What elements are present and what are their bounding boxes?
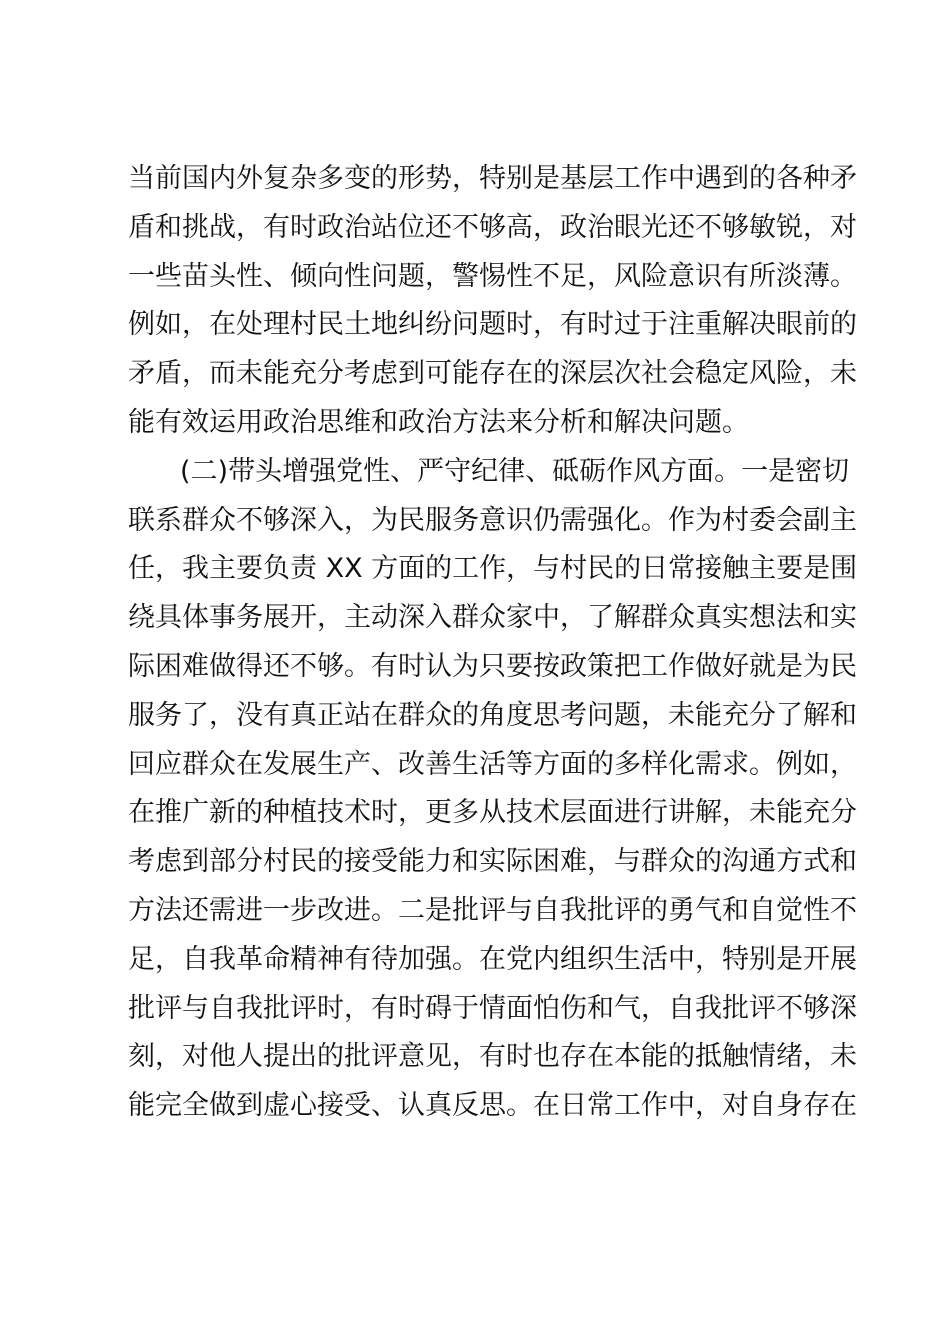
section-heading-line: (二)带头增强党性、严守纪律、砥砺作风方面。一是密切: [180, 455, 850, 487]
text-line: 考虑到部分村民的接受能力和实际困难，与群众的沟通方式和: [128, 846, 857, 878]
text-line: 服务了，没有真正站在群众的角度思考问题，未能充分了解和: [128, 699, 857, 731]
text-line: 能完全做到虚心接受、认真反思。在日常工作中，对自身存在: [128, 1090, 857, 1122]
text-line: 回应群众在发展生产、改善生活等方面的多样化需求。例如，: [128, 748, 857, 780]
text-line: 方法还需进一步改进。二是批评与自我批评的勇气和自觉性不: [128, 894, 857, 926]
text-line: 例如，在处理村民土地纠纷问题时，有时过于注重解决眼前的: [128, 309, 857, 341]
text-line: 足，自我革命精神有待加强。在党内组织生活中，特别是开展: [128, 943, 857, 975]
text-line: 当前国内外复杂多变的形势，特别是基层工作中遇到的各种矛: [128, 163, 857, 194]
body-text: [128, 155, 858, 1131]
text-line: 任，我主要负责 XX 方面的工作，与村民的日常接触主要是围: [128, 553, 858, 585]
text-line: 联系群众不够深入，为民服务意识仍需强化。作为村委会副主: [128, 504, 857, 536]
text-line: 盾和挑战，有时政治站位还不够高，政治眼光还不够敏锐，对: [128, 211, 857, 243]
text-line: 能有效运用政治思维和政治方法来分析和解决问题。: [128, 406, 749, 438]
text-line: 刻，对他人提出的批评意见，有时也存在本能的抵触情绪，未: [128, 1041, 857, 1073]
text-line: 批评与自我批评时，有时碍于情面怕伤和气，自我批评不够深: [128, 992, 857, 1024]
text-line: 绕具体事务展开，主动深入群众家中，了解群众真实想法和实: [128, 602, 857, 634]
text-line: 在推广新的种植技术时，更多从技术层面进行讲解，未能充分: [128, 797, 857, 829]
text-line: 矛盾，而未能充分考虑到可能存在的深层次社会稳定风险，未: [128, 358, 857, 390]
text-line: 际困难做得还不够。有时认为只要按政策把工作做好就是为民: [128, 650, 857, 682]
text-line: 一些苗头性、倾向性问题，警惕性不足，风险意识有所淡薄。: [128, 260, 857, 292]
